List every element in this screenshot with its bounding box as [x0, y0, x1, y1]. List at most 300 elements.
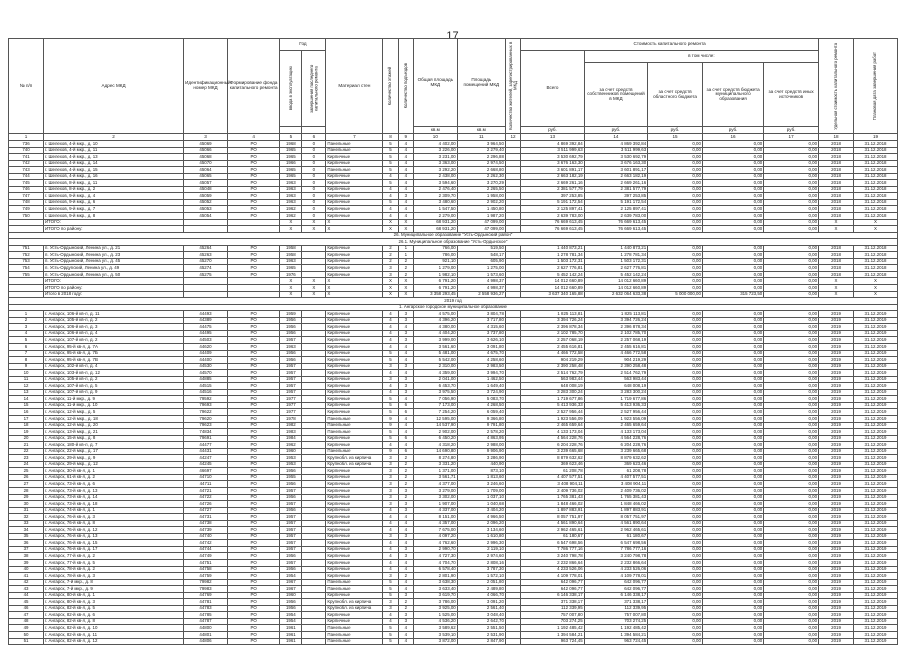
table-cell: 31.12.2019	[854, 330, 898, 337]
table-cell: 0,00	[764, 632, 819, 639]
table-cell: г. Шелехов, 9-й мкр., д. 7	[44, 206, 184, 213]
table-cell: 1956	[280, 481, 302, 488]
header-incl: в том числе:	[584, 51, 818, 63]
table-cell: 0,00	[764, 154, 819, 161]
table-cell: 7	[9, 350, 44, 357]
section-title: 26.1. Муниципальное образование "Усть-Ордынское"	[9, 239, 898, 246]
unit-oth: руб.	[764, 127, 819, 134]
table-cell: г. Ангарск, 73-й кв-л, д. 13	[44, 487, 184, 494]
table-cell: 44783	[184, 605, 228, 612]
table-cell: 0,00	[648, 415, 703, 422]
header-year-repair: завершения последнего капитального ремонта	[302, 51, 326, 127]
table-cell: 1 462,50	[457, 376, 505, 383]
table-cell: 2 801,90	[413, 573, 457, 580]
table-cell: 4 402,00	[413, 141, 457, 148]
table-cell: 0,00	[764, 415, 819, 422]
table-cell: 4	[398, 579, 413, 586]
table-cell: 6 547 698,56	[521, 540, 584, 547]
table-cell: 1 394 584,21	[584, 632, 647, 639]
table-cell: 0,00	[764, 494, 819, 501]
table-cell: 31.12.2019	[854, 402, 898, 409]
table-cell: 1 923 556,09	[521, 415, 584, 422]
table-cell: 9 366,80	[457, 415, 505, 422]
table-cell: 31.12.2019	[854, 311, 898, 318]
table-cell: 0,00	[702, 402, 763, 409]
table-cell: 2 627 776,81	[521, 265, 584, 272]
table-cell: Кирпичные	[326, 376, 383, 383]
table-cell: 4	[398, 213, 413, 220]
table-cell: 4 315,60	[457, 324, 505, 331]
table-cell: 4 561 890,64	[584, 520, 647, 527]
table-cell: г. Ангарск, 11-й мкр., д. 9	[44, 396, 184, 403]
table-cell: РО	[227, 317, 280, 324]
table-cell: 3 408 904,11	[584, 481, 647, 488]
column-number: 18	[819, 134, 854, 141]
table-cell: г. Ангарск, 102-й кв-л, д. 4	[44, 363, 184, 370]
table-cell: 5 413 936,33	[521, 402, 584, 409]
table-cell: 31.12.2019	[854, 527, 898, 534]
table-cell: РО	[227, 167, 280, 174]
table-cell: 5	[383, 141, 398, 148]
table-cell: РО	[227, 180, 280, 187]
table-cell: 0,00	[764, 193, 819, 200]
table-cell: РО	[227, 357, 280, 364]
table-cell: 1 719 677,86	[584, 396, 647, 403]
table-cell: 0	[302, 147, 326, 154]
table-cell: Панельные	[326, 586, 383, 593]
table-cell: 3 925,00	[413, 605, 457, 612]
table-cell: РО	[227, 632, 280, 639]
table-cell: п. Усть-Ордынский, Ленина ул., д. 21	[44, 245, 184, 252]
table-cell: 5	[383, 429, 398, 436]
table-cell: 2019	[819, 415, 854, 422]
table-cell: X	[819, 278, 854, 285]
table-cell: Кирпичные	[326, 533, 383, 540]
table-cell: 0,00	[764, 422, 819, 429]
table-cell: 44475	[184, 324, 228, 331]
table-cell: 2 455 616,81	[521, 343, 584, 350]
table-cell: 4	[398, 199, 413, 206]
table-cell: 18	[9, 422, 44, 429]
table-cell: Кирпичные	[326, 546, 383, 553]
table-cell: 2 527 956,44	[584, 409, 647, 416]
table-cell: 1961	[280, 625, 302, 632]
table-cell: 4	[383, 206, 398, 213]
table-cell: 3 246,60	[457, 481, 505, 488]
table-cell: 0,00	[764, 330, 819, 337]
table-cell: 2 996,30	[457, 540, 505, 547]
table-cell: 2 902,00	[413, 429, 457, 436]
table-cell: 0,00	[702, 501, 763, 508]
table-cell: 45065	[184, 173, 228, 180]
table-cell: Кирпичные	[326, 160, 383, 167]
table-cell: 0,00	[702, 448, 763, 455]
table-cell: 1963	[280, 180, 302, 187]
table-cell: 963 724,45	[521, 638, 584, 645]
table-cell: 1957	[280, 527, 302, 534]
column-number: 12	[505, 134, 520, 141]
table-cell: 47	[9, 612, 44, 619]
table-cell: 4 869 392,84	[521, 141, 584, 148]
table-cell: 0,00	[702, 193, 763, 200]
table-cell: 1 192 485,42	[584, 625, 647, 632]
table-cell: 1957	[280, 389, 302, 396]
table-cell: 4 561 890,64	[521, 520, 584, 527]
table-cell: 0,00	[764, 435, 819, 442]
table-cell: 3 511 999,63	[584, 147, 647, 154]
table-cell: г. Ангарск, 13-й мкр., д. 21	[44, 429, 184, 436]
table-cell: 2 988,00	[457, 442, 505, 449]
table-cell: 61 180,67	[521, 533, 584, 540]
table-cell: РО	[227, 605, 280, 612]
table-cell: 0,00	[648, 245, 703, 252]
table-cell: 76 669 613,45	[521, 226, 584, 233]
table-cell: 1957	[280, 370, 302, 377]
table-cell: 5 000 000,00	[648, 291, 703, 298]
table-cell: 33	[9, 520, 44, 527]
table-cell: 2 381 577,79	[584, 186, 647, 193]
table-cell: 0,00	[648, 330, 703, 337]
table-cell: 4	[383, 330, 398, 337]
table-cell: 68 931,20	[413, 226, 457, 233]
table-cell: РО	[227, 330, 280, 337]
table-cell: 31.12.2018	[854, 199, 898, 206]
table-cell: 44726	[184, 501, 228, 508]
table-cell: 31.12.2018	[854, 193, 898, 200]
table-cell: 1959	[280, 311, 302, 318]
table-cell: Кирпичные	[326, 265, 383, 272]
table-cell: 2019	[819, 474, 854, 481]
table-cell: 0,00	[764, 448, 819, 455]
column-number: 15	[648, 134, 703, 141]
table-cell: РО	[227, 461, 280, 468]
table-cell: 745	[9, 180, 44, 187]
table-cell: г. Ангарск, 105-й кв-л, д. 2	[44, 376, 184, 383]
table-cell: Кирпичные	[326, 199, 383, 206]
table-cell: РО	[227, 383, 280, 390]
table-cell: г. Ангарск, 61-й кв-л, д. 2	[44, 474, 184, 481]
table-cell: 5	[383, 402, 398, 409]
table-cell: 0,00	[702, 383, 763, 390]
table-cell: 3 787,30	[457, 566, 505, 573]
table-cell: X	[326, 219, 383, 226]
header-area: Общая площадь МКД	[413, 39, 457, 127]
table-cell: 39	[9, 560, 44, 567]
table-cell: 3 530 692,79	[521, 154, 584, 161]
table-cell	[302, 638, 326, 645]
table-cell: Кирпичные	[326, 618, 383, 625]
table-cell: 0,00	[702, 180, 763, 187]
table-cell: 3 872,00	[413, 638, 457, 645]
column-number: 2	[44, 134, 184, 141]
table-cell: 755	[9, 271, 44, 278]
table-cell: 0,00	[764, 527, 819, 534]
table-cell: РО	[227, 415, 280, 422]
table-cell: г. Ангарск, 107-й кв-л, д. 5	[44, 383, 184, 390]
table-cell: 0,00	[764, 409, 819, 416]
table-cell: 0,00	[702, 226, 763, 233]
table-cell: 14 690,80	[413, 448, 457, 455]
table-cell: 1963	[280, 193, 302, 200]
table-cell: 0,00	[764, 271, 819, 278]
table-cell: 10	[9, 370, 44, 377]
table-cell: 3	[383, 533, 398, 540]
table-cell: 3 394 726,24	[584, 317, 647, 324]
table-cell: г. Шелехов, 4-й мкр., д. 11	[44, 147, 184, 154]
table-cell: 5	[383, 154, 398, 161]
table-cell: 0,00	[648, 154, 703, 161]
table-cell: г. Ангарск, 82-й кв-л, д. 10	[44, 625, 184, 632]
table-cell: 1954	[280, 612, 302, 619]
table-cell: 44738	[184, 520, 228, 527]
table-cell: 563 983,44	[584, 376, 647, 383]
table-cell: 0,00	[702, 573, 763, 580]
table-cell: 0,00	[648, 389, 703, 396]
table-cell: 3	[383, 455, 398, 462]
table-cell: 2019	[819, 343, 854, 350]
table-cell: 2 257 068,19	[584, 337, 647, 344]
table-cell: 2 396 878,34	[584, 324, 647, 331]
table-cell: 50	[9, 632, 44, 639]
table-cell: 4 268,50	[457, 402, 505, 409]
table-cell: 5	[383, 160, 398, 167]
table-cell: 1 719 677,86	[521, 396, 584, 403]
table-cell: г. Ангарск, 76-й кв-л, д. 12	[44, 527, 184, 534]
table-cell: 9	[383, 415, 398, 422]
table-cell: 0,00	[648, 409, 703, 416]
table-cell: 0,00	[702, 592, 763, 599]
table-cell: 0,00	[648, 278, 703, 285]
table-cell: 4	[398, 173, 413, 180]
table-cell: 519,50	[457, 245, 505, 252]
table-cell: 1965	[280, 173, 302, 180]
table-cell: 0,00	[648, 533, 703, 540]
table-cell: X	[383, 291, 398, 298]
table-cell: 0,00	[764, 625, 819, 632]
table-cell: X	[383, 285, 398, 292]
table-cell: Кирпичные	[326, 442, 383, 449]
table-cell: 3	[383, 363, 398, 370]
table-cell: 31.12.2019	[854, 514, 898, 521]
table-cell: 0,00	[702, 324, 763, 331]
table-cell: 3 804,78	[457, 311, 505, 318]
table-cell: 3	[398, 363, 413, 370]
table-cell: 1977	[280, 396, 302, 403]
table-cell: 0,00	[702, 160, 763, 167]
table-cell: г. Ангарск, 76-й кв-л, д. 8	[44, 520, 184, 527]
table-cell: 31.12.2018	[854, 147, 898, 154]
header-floors: Количество этажей	[383, 39, 398, 134]
table-cell: 3 283 300,24	[584, 389, 647, 396]
table-cell: 4 097,20	[413, 533, 457, 540]
table-cell: 2 265,50	[457, 186, 505, 193]
table-cell: 1 278 781,34	[521, 252, 584, 259]
table-cell: 2	[398, 271, 413, 278]
table-cell: 2 902,20	[457, 199, 505, 206]
table-cell: 648 008,19	[584, 383, 647, 390]
table-cell: 2 390 258,48	[584, 363, 647, 370]
table-cell: 31.12.2019	[854, 638, 898, 645]
table-cell: 0,00	[648, 481, 703, 488]
table-cell: 1956	[280, 507, 302, 514]
table-cell: 0,00	[648, 213, 703, 220]
table-cell: 2018	[819, 265, 854, 272]
table-cell: 1957	[280, 383, 302, 390]
table-cell: г. Ангарск, 12-й мкр., д. 20	[44, 422, 184, 429]
table-cell: п. Усть-Ордynский, Ленина ул., д. 49	[44, 265, 184, 272]
table-cell: 68 931,20	[413, 219, 457, 226]
table-cell: 0,00	[764, 638, 819, 645]
table-cell: X	[398, 291, 413, 298]
table-cell: 4	[398, 180, 413, 187]
table-cell: 0,00	[648, 520, 703, 527]
table-cell: 4 564 228,76	[584, 435, 647, 442]
table-cell: 6 578,40	[413, 566, 457, 573]
table-cell: 0,00	[764, 481, 819, 488]
table-cell: 1 572,10	[457, 573, 505, 580]
table-cell: 4 258,60	[457, 357, 505, 364]
table-cell: 0,00	[764, 501, 819, 508]
table-cell: Кирпичные	[326, 330, 383, 337]
table-cell: 0,00	[702, 265, 763, 272]
table-cell: 0,00	[764, 396, 819, 403]
table-cell: 0,00	[702, 389, 763, 396]
page-number: 17	[446, 30, 459, 42]
table-cell: 1957	[280, 337, 302, 344]
table-cell: 5	[383, 167, 398, 174]
table-cell: 0,00	[702, 429, 763, 436]
table-cell: 30	[9, 501, 44, 508]
table-cell: 6 146 338,17	[584, 592, 647, 599]
table-cell: 0,00	[648, 586, 703, 593]
table-cell: X	[383, 219, 398, 226]
table-cell: 0,00	[702, 343, 763, 350]
table-cell: 36	[9, 540, 44, 547]
table-cell: 1984	[280, 435, 302, 442]
table-cell: X	[854, 278, 898, 285]
table-cell: 0,00	[648, 527, 703, 534]
table-cell: 4	[383, 370, 398, 377]
table-cell: 44721	[184, 487, 228, 494]
table-cell: 4	[398, 429, 413, 436]
table-cell: 44739	[184, 527, 228, 534]
table-cell: г. Шелехов, 4-й мкр., д. 15	[44, 167, 184, 174]
table-cell: X	[819, 285, 854, 292]
table-cell: 5	[383, 180, 398, 187]
table-cell: 0,00	[648, 618, 703, 625]
table-cell: г. Ангарск, 95-й кв-л, д. 7Б	[44, 350, 184, 357]
table-cell: 4	[383, 566, 398, 573]
table-cell: РО	[227, 141, 280, 148]
table-cell: 45264	[184, 245, 228, 252]
table-cell: 4 404,20	[413, 330, 457, 337]
table-cell: РО	[227, 599, 280, 606]
section-title: 1. Ангарское городское муниципальное образование	[9, 304, 898, 311]
table-cell: 27	[9, 481, 44, 488]
table-cell: 2 531,90	[457, 632, 505, 639]
table-cell: 2 476,40	[413, 186, 457, 193]
table-cell: 0,00	[648, 448, 703, 455]
table-cell: 44247	[184, 455, 228, 462]
table-cell: 4	[383, 540, 398, 547]
table-cell: 2 527 956,44	[521, 409, 584, 416]
table-cell: РО	[227, 553, 280, 560]
table-cell: 4 998,37	[457, 285, 505, 292]
table-cell: 4	[398, 396, 413, 403]
table-cell: 0,00	[648, 396, 703, 403]
table-cell: 44516	[184, 389, 228, 396]
table-cell: 8 879 632,62	[584, 455, 647, 462]
table-cell: 642 096,77	[521, 579, 584, 586]
table-cell: 0,00	[764, 167, 819, 174]
table-cell: X	[302, 291, 326, 298]
table-cell: 4 396,20	[413, 317, 457, 324]
table-cell: 5 452 142,24	[584, 271, 647, 278]
table-cell: 3 594,60	[413, 180, 457, 187]
table-cell: 0,00	[648, 357, 703, 364]
table-cell: РО	[227, 481, 280, 488]
table-cell: 0,00	[764, 350, 819, 357]
table-cell: 0,00	[702, 507, 763, 514]
table-cell: 2 514 762,79	[584, 370, 647, 377]
table-cell: РО	[227, 540, 280, 547]
table-cell: 44515	[184, 383, 228, 390]
table-cell: РО	[227, 625, 280, 632]
table-cell: 2	[398, 461, 413, 468]
table-cell: 440,90	[457, 461, 505, 468]
table-cell: 2018	[819, 193, 854, 200]
table-cell: 0,00	[648, 455, 703, 462]
table-cell: РО	[227, 402, 280, 409]
table-cell: 15	[9, 402, 44, 409]
table-cell: 2018	[819, 213, 854, 220]
table-cell: 0,00	[702, 527, 763, 534]
table-cell: Кирпичные	[326, 357, 383, 364]
table-cell: 0,00	[764, 579, 819, 586]
table-cell: X	[854, 291, 898, 298]
table-cell: 0,00	[648, 468, 703, 475]
table-cell: 3 561,71	[413, 474, 457, 481]
table-cell: 0,00	[648, 252, 703, 259]
table-cell: 45274	[184, 265, 228, 272]
table-cell: 5 083,70	[457, 396, 505, 403]
table-cell: 2 990,70	[413, 546, 457, 553]
table-cell: Кирпичные	[326, 527, 383, 534]
table-cell: 1982	[280, 422, 302, 429]
table-cell: 2019	[819, 553, 854, 560]
table-cell: 2 983,50	[457, 363, 505, 370]
table-cell: 5	[383, 625, 398, 632]
table-cell: X	[326, 285, 383, 292]
table-cell: 0,00	[702, 599, 763, 606]
table-cell: г. Ангарск, 73-й кв-л, д. 14	[44, 494, 184, 501]
table-cell: 44731	[184, 514, 228, 521]
table-cell: 31.12.2018	[854, 186, 898, 193]
table-cell: 31.12.2019	[854, 396, 898, 403]
table-cell: 2 119,10	[457, 546, 505, 553]
table-cell: 3 404,20	[457, 507, 505, 514]
table-cell: 44727	[184, 507, 228, 514]
column-number: 7	[326, 134, 383, 141]
table-cell: Кирпичные	[326, 154, 383, 161]
table-cell: 45270	[184, 258, 228, 265]
table-cell: 2 455 616,81	[584, 343, 647, 350]
table-cell: 4 564 228,76	[521, 435, 584, 442]
table-cell: 1963	[280, 199, 302, 206]
table-cell: 742	[9, 160, 44, 167]
table-cell: 0,00	[648, 219, 703, 226]
table-cell: 0,00	[648, 573, 703, 580]
